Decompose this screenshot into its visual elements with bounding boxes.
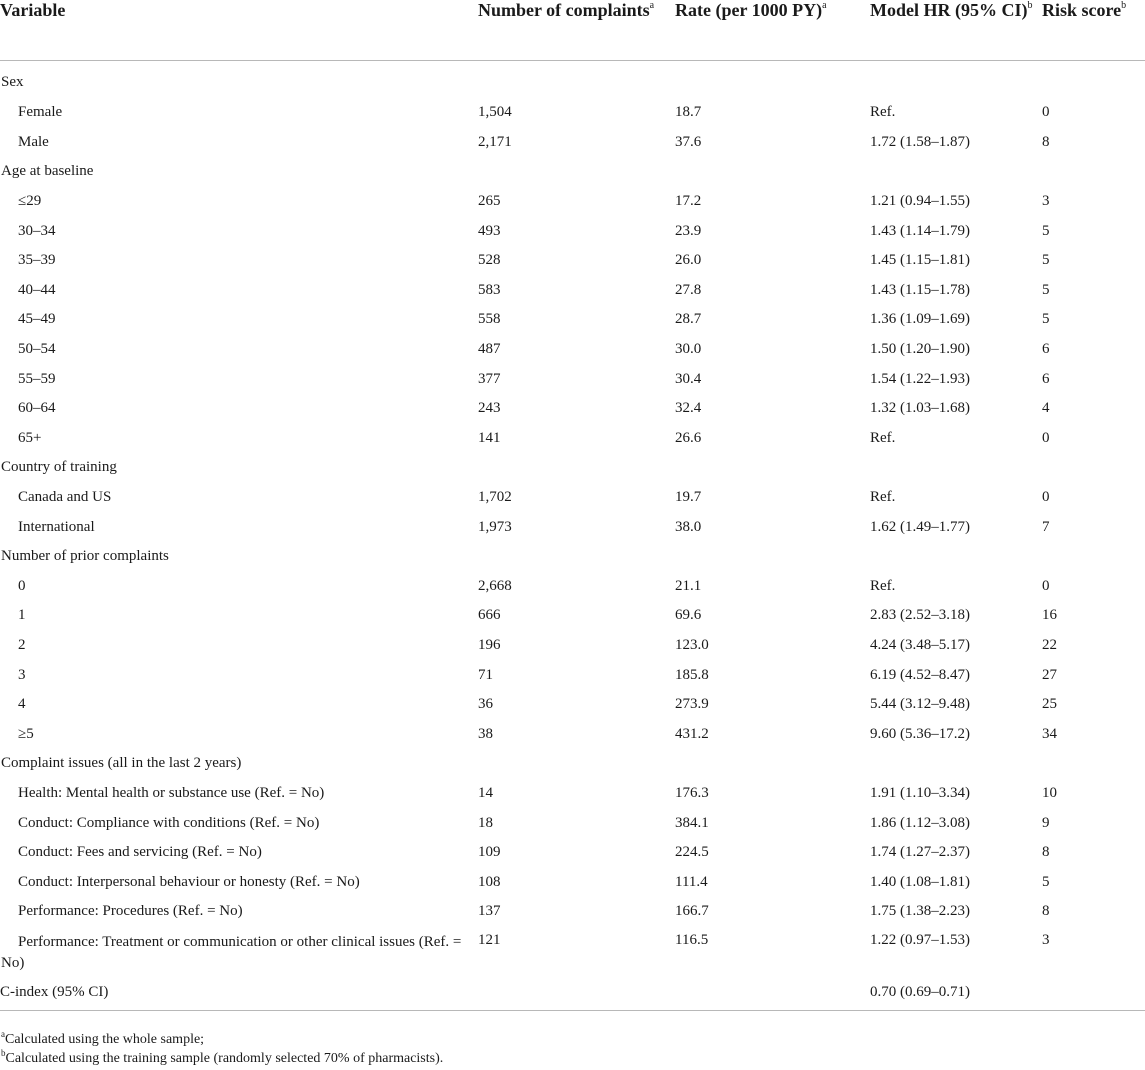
complaints-count: 243 — [478, 400, 501, 417]
risk-score: 3 — [1042, 193, 1050, 210]
hazard-ratio: 6.19 (4.52–8.47) — [870, 666, 970, 683]
header-risk-score: Risk score$^b$ — [1042, 0, 1145, 61]
table-row — [0, 897, 1145, 927]
complaints-count — [478, 61, 675, 99]
table-row — [0, 601, 1145, 631]
risk-score — [1042, 453, 1145, 483]
hazard-ratio: 4.24 (3.48–5.17) — [870, 636, 970, 653]
header-model-hr: Model HR (95% CI)$^b$ — [870, 0, 1042, 61]
section-header-row — [0, 749, 1145, 779]
risk-score: 0 — [1042, 489, 1050, 506]
complaints-count: 14 — [478, 784, 493, 801]
complaints-count — [478, 749, 675, 779]
row-label: 35–39 — [18, 252, 56, 269]
table-row — [0, 305, 1145, 335]
complaints-count: 487 — [478, 341, 501, 358]
complaints-count: 2,171 — [478, 133, 512, 150]
complaints-count: 528 — [478, 252, 501, 269]
risk-score: 8 — [1042, 844, 1050, 861]
complaints-count — [478, 976, 675, 1011]
complaints-count: 377 — [478, 370, 501, 387]
rate-value — [675, 749, 870, 779]
hazard-ratio: Ref. — [870, 104, 896, 121]
complaints-count: 109 — [478, 844, 501, 861]
hazard-ratio: Ref. — [870, 429, 896, 446]
risk-score: 5 — [1042, 281, 1050, 298]
complaints-count: 141 — [478, 429, 501, 446]
row-label: 50–54 — [18, 341, 56, 358]
rate-value: 38.0 — [675, 518, 702, 535]
rate-value: 116.5 — [675, 931, 709, 948]
table-row — [0, 838, 1145, 868]
row-label: 2 — [18, 636, 26, 653]
hazard-ratio: 1.22 (0.97–1.53) — [870, 931, 970, 948]
table-row — [0, 364, 1145, 394]
risk-score: 3 — [1042, 931, 1050, 948]
hazard-ratio — [870, 157, 1042, 187]
table-row — [0, 335, 1145, 365]
table-row — [0, 483, 1145, 513]
rate-value: 17.2 — [675, 193, 702, 210]
hazard-ratio: 1.45 (1.15–1.81) — [870, 252, 970, 269]
header-variable: Variable — [0, 0, 478, 61]
hazard-ratio — [870, 61, 1042, 99]
hazard-ratio: 1.43 (1.15–1.78) — [870, 281, 970, 298]
hazard-ratio: 1.62 (1.49–1.77) — [870, 518, 970, 535]
table-row — [0, 276, 1145, 306]
table-row — [0, 927, 1145, 976]
complaints-count: 137 — [478, 903, 501, 920]
risk-score — [1042, 157, 1145, 187]
complaints-count: 1,702 — [478, 489, 512, 506]
rate-value: 166.7 — [675, 903, 709, 920]
row-label: Canada and US — [18, 489, 112, 506]
complaints-count: 265 — [478, 193, 501, 210]
hazard-ratio: 1.72 (1.58–1.87) — [870, 133, 970, 150]
risk-score: 6 — [1042, 370, 1050, 387]
rate-value: 21.1 — [675, 577, 702, 594]
hazard-ratio — [870, 453, 1042, 483]
complaints-count: 121 — [478, 931, 501, 948]
header-row — [0, 0, 1145, 61]
header-number-of-complaints: Number of complaints$^a$ — [478, 0, 675, 61]
row-label: Conduct: Compliance with conditions (Ref. = No) — [18, 814, 320, 831]
rate-value: 28.7 — [675, 311, 702, 328]
row-label: 45–49 — [18, 311, 56, 328]
complaints-count: 196 — [478, 636, 501, 653]
section-header-row — [0, 61, 1145, 99]
risk-score: 5 — [1042, 311, 1050, 328]
risk-score: 4 — [1042, 400, 1050, 417]
rate-value: 19.7 — [675, 489, 702, 506]
complaints-count: 108 — [478, 873, 501, 890]
table-row — [0, 976, 1145, 1011]
complaints-count: 666 — [478, 607, 501, 624]
hazard-ratio: 1.74 (1.27–2.37) — [870, 844, 970, 861]
table-row — [0, 631, 1145, 661]
table-row — [0, 660, 1145, 690]
risk-score — [1042, 976, 1145, 1011]
table-row — [0, 128, 1145, 158]
complaints-count — [478, 542, 675, 572]
rate-value: 32.4 — [675, 400, 702, 417]
rate-value: 431.2 — [675, 725, 709, 742]
row-label: 1 — [18, 607, 26, 624]
rate-value: 18.7 — [675, 104, 702, 121]
complaints-count: 493 — [478, 222, 501, 239]
rate-value — [675, 61, 870, 99]
hazard-ratio: 1.91 (1.10–3.34) — [870, 784, 970, 801]
row-label: International — [18, 518, 95, 535]
risk-score: 5 — [1042, 873, 1050, 890]
risk-score — [1042, 542, 1145, 572]
table-row — [0, 719, 1145, 749]
rate-value: 384.1 — [675, 814, 709, 831]
complaints-count: 18 — [478, 814, 493, 831]
hazard-ratio: 1.36 (1.09–1.69) — [870, 311, 970, 328]
complaints-count: 1,504 — [478, 104, 512, 121]
hazard-ratio: Ref. — [870, 489, 896, 506]
row-label: Performance: Procedures (Ref. = No) — [18, 903, 243, 920]
table-body — [0, 61, 1145, 1011]
rate-value: 26.6 — [675, 429, 702, 446]
hazard-ratio: 1.86 (1.12–3.08) — [870, 814, 970, 831]
hazard-ratio — [870, 542, 1042, 572]
rate-value: 123.0 — [675, 636, 709, 653]
complaints-count — [478, 453, 675, 483]
table-row — [0, 216, 1145, 246]
rate-value: 23.9 — [675, 222, 702, 239]
row-label: Sex — [1, 74, 24, 90]
rate-value: 37.6 — [675, 133, 702, 150]
rate-value: 30.0 — [675, 341, 702, 358]
table-row — [0, 690, 1145, 720]
hazard-ratio: 1.32 (1.03–1.68) — [870, 400, 970, 417]
table-row — [0, 424, 1145, 454]
rate-value: 273.9 — [675, 696, 709, 713]
risk-score — [1042, 749, 1145, 779]
hazard-ratio: 1.21 (0.94–1.55) — [870, 193, 970, 210]
risk-score: 0 — [1042, 577, 1050, 594]
rate-value: 26.0 — [675, 252, 702, 269]
hazard-ratio: 1.75 (1.38–2.23) — [870, 903, 970, 920]
header-rate: Rate (per 1000 PY)$^a$ — [675, 0, 870, 61]
rate-value: 224.5 — [675, 844, 709, 861]
complaints-count — [478, 157, 675, 187]
risk-score: 34 — [1042, 725, 1057, 742]
row-label: 55–59 — [18, 370, 56, 387]
risk-score: 5 — [1042, 222, 1050, 239]
complaints-count: 558 — [478, 311, 501, 328]
risk-score: 8 — [1042, 133, 1050, 150]
row-label: ≤29 — [18, 193, 42, 210]
row-label: Health: Mental health or substance use (Ref. = No) — [18, 784, 325, 801]
risk-score: 5 — [1042, 252, 1050, 269]
rate-value: 69.6 — [675, 607, 702, 624]
risk-score: 0 — [1042, 429, 1050, 446]
risk-score: 8 — [1042, 903, 1050, 920]
risk-score: 27 — [1042, 666, 1057, 683]
footnote-b: $^b$Calculated using the training sample (randomly selected 70% of pharmacists). — [1, 1048, 444, 1066]
row-label: Complaint issues (all in the last 2 years) — [1, 755, 242, 772]
hazard-ratio: Ref. — [870, 577, 896, 594]
section-header-row — [0, 453, 1145, 483]
risk-score: 9 — [1042, 814, 1050, 831]
table-row — [0, 98, 1145, 128]
hazard-ratio: 2.83 (2.52–3.18) — [870, 607, 970, 624]
row-label: 3 — [18, 666, 26, 683]
table-row — [0, 808, 1145, 838]
hazard-ratio: 1.43 (1.14–1.79) — [870, 222, 970, 239]
row-label: 40–44 — [18, 281, 56, 298]
row-label: 30–34 — [18, 222, 56, 239]
risk-score: 10 — [1042, 784, 1057, 801]
row-label: 0 — [18, 577, 26, 594]
rate-value: 176.3 — [675, 784, 709, 801]
complaints-count: 71 — [478, 666, 493, 683]
risk-score: 0 — [1042, 104, 1050, 121]
complaints-count: 36 — [478, 696, 493, 713]
complaints-count: 2,668 — [478, 577, 512, 594]
row-label: Conduct: Fees and servicing (Ref. = No) — [18, 844, 262, 861]
row-label: Conduct: Interpersonal behaviour or honesty (Ref. = No) — [18, 873, 360, 890]
hazard-ratio: 9.60 (5.36–17.2) — [870, 725, 970, 742]
row-label: Male — [18, 133, 49, 150]
row-label: 4 — [18, 696, 26, 713]
row-label: Female — [18, 104, 63, 121]
hazard-ratio: 1.54 (1.22–1.93) — [870, 370, 970, 387]
section-header-row — [0, 542, 1145, 572]
complaints-count: 1,973 — [478, 518, 512, 535]
row-label: C-index (95% CI) — [0, 976, 478, 1011]
table-row — [0, 394, 1145, 424]
row-label: 65+ — [18, 429, 42, 446]
hazard-ratio — [870, 749, 1042, 779]
table-row — [0, 572, 1145, 602]
row-label: Country of training — [1, 459, 117, 476]
rate-value: 111.4 — [675, 873, 708, 890]
hazard-ratio: 0.70 (0.69–0.71) — [870, 976, 1042, 1011]
footnotes — [1, 1030, 443, 1068]
row-label: 60–64 — [18, 400, 56, 417]
rate-value: 27.8 — [675, 281, 702, 298]
rate-value — [675, 453, 870, 483]
table-row — [0, 187, 1145, 217]
rate-value — [675, 157, 870, 187]
hazard-ratio: 1.50 (1.20–1.90) — [870, 341, 970, 358]
complaints-count: 583 — [478, 281, 501, 298]
table-row — [0, 246, 1145, 276]
table-row — [0, 512, 1145, 542]
hazard-ratio: 5.44 (3.12–9.48) — [870, 696, 970, 713]
row-label: Age at baseline — [1, 163, 94, 180]
rate-value — [675, 542, 870, 572]
row-label: Performance: Treatment or communication or other clinical issues (Ref. = No) — [1, 933, 462, 971]
table-row — [0, 779, 1145, 809]
risk-score: 22 — [1042, 636, 1057, 653]
rate-value: 30.4 — [675, 370, 702, 387]
section-header-row — [0, 157, 1145, 187]
complaints-count: 38 — [478, 725, 493, 742]
hazard-ratio: 1.40 (1.08–1.81) — [870, 873, 970, 890]
rate-value — [675, 976, 870, 1011]
rate-value: 185.8 — [675, 666, 709, 683]
risk-score: 6 — [1042, 341, 1050, 358]
risk-score: 25 — [1042, 696, 1057, 713]
table-row — [0, 867, 1145, 897]
row-label: Number of prior complaints — [1, 548, 169, 565]
risk-score — [1042, 61, 1145, 99]
row-label: ≥5 — [18, 725, 34, 742]
risk-score: 7 — [1042, 518, 1050, 535]
risk-score: 16 — [1042, 607, 1057, 624]
footnote-a: $^a$Calculated using the whole sample; — [1, 1029, 205, 1047]
